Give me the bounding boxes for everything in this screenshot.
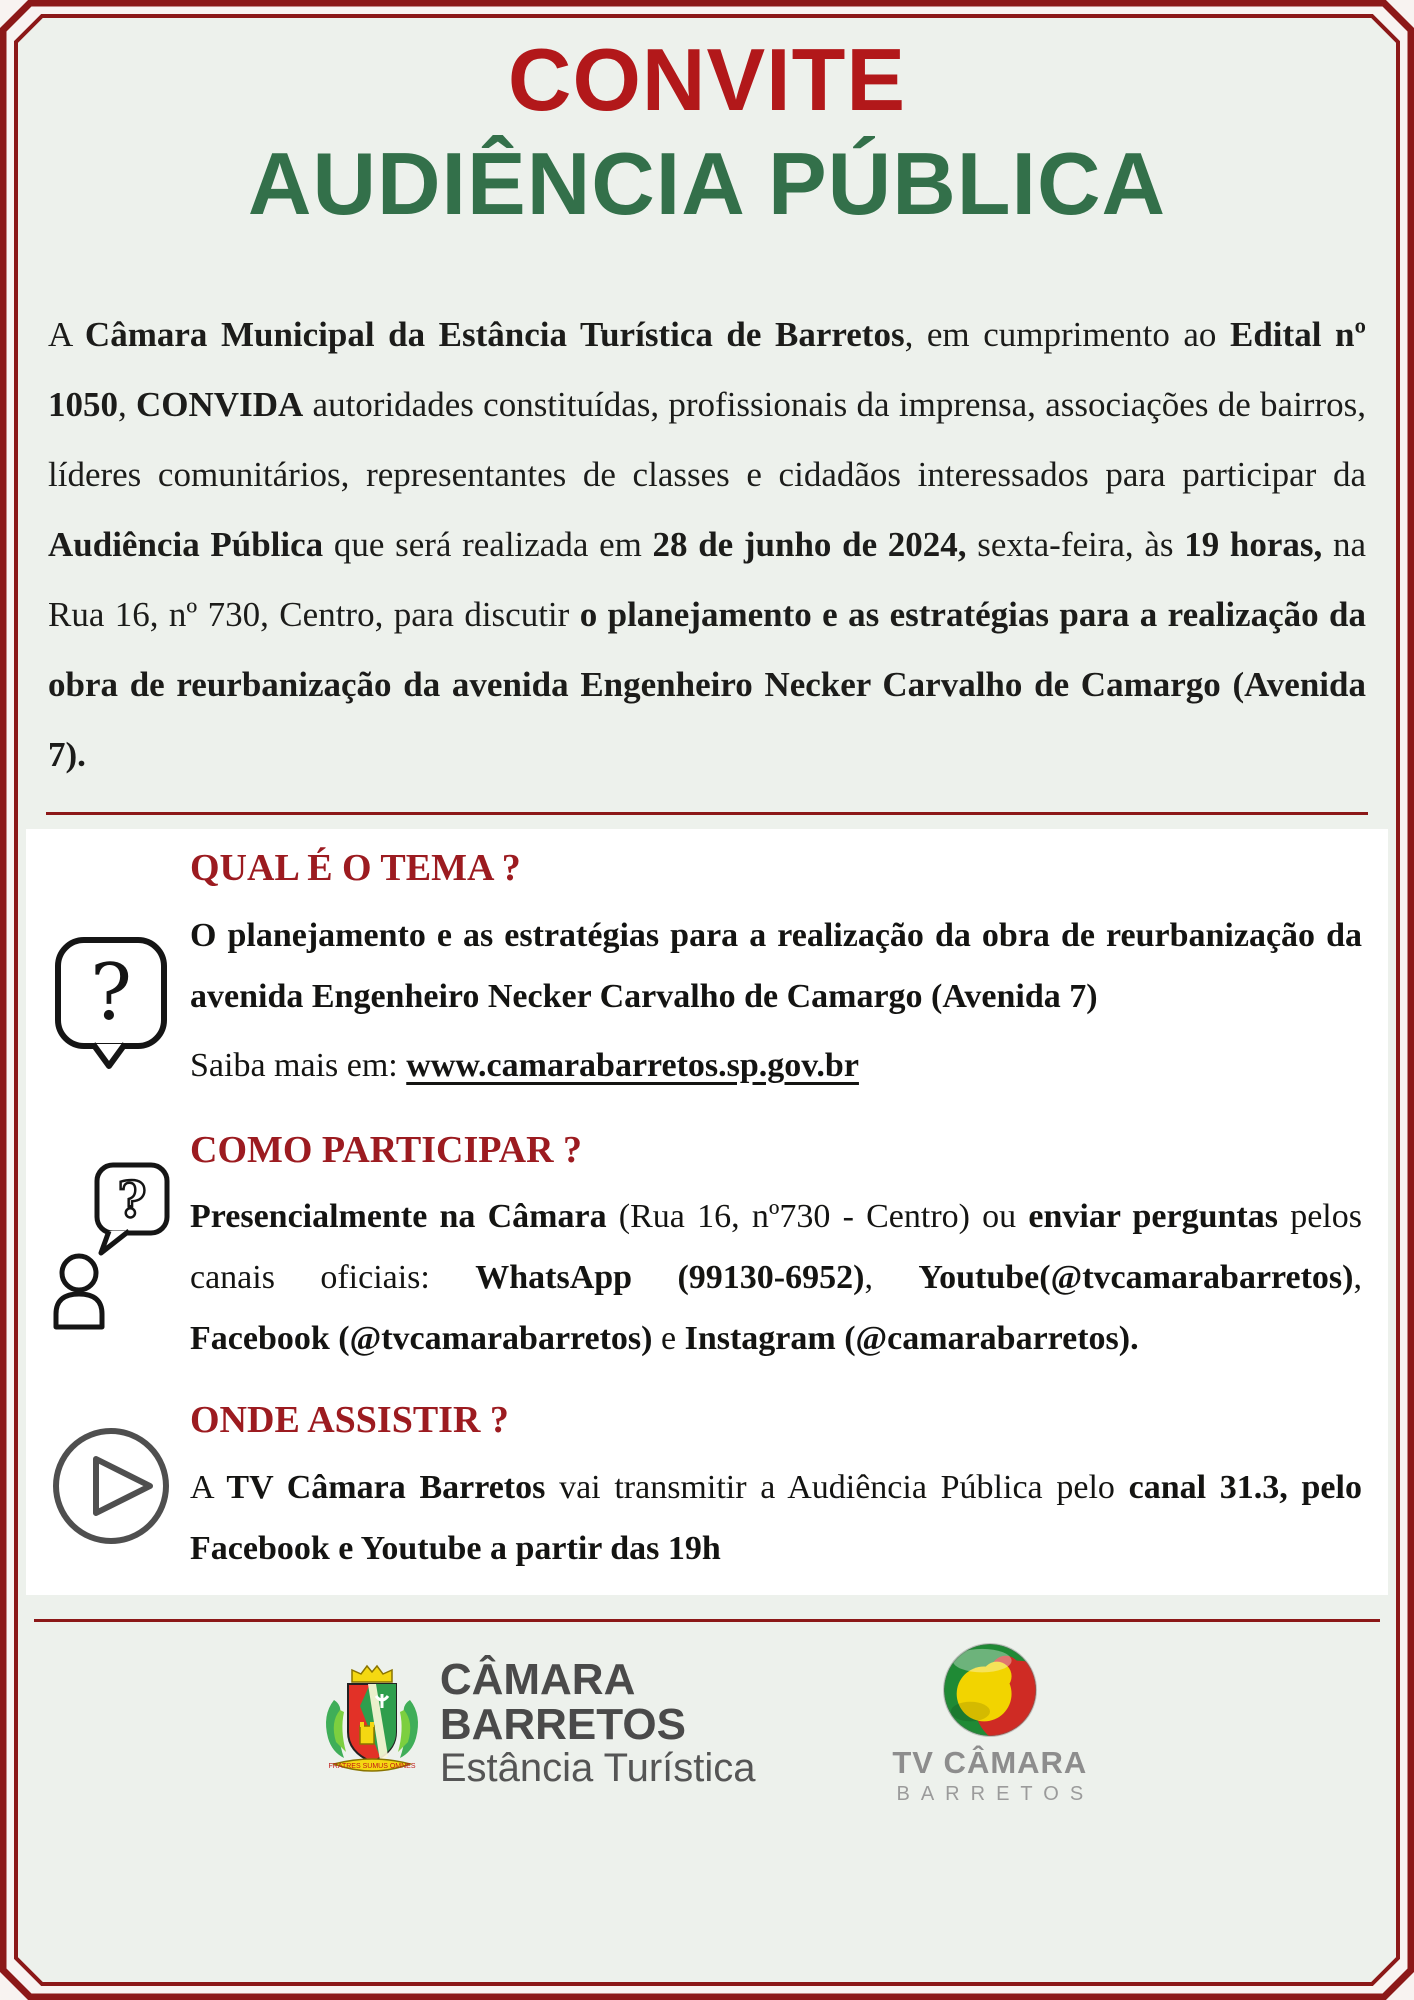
separator-bottom: [34, 1619, 1380, 1622]
camara-barretos-logo: [320, 1654, 756, 1790]
sections-panel: [26, 829, 1388, 1595]
section-assistir-body: A TV Câmara Barretos vai transmitir a Audiência Pública pelo canal 31.3, pelo Facebook e Youtube a partir das 19h: [190, 1469, 1362, 1568]
tv-logo-line1: TV CÂMARA: [892, 1744, 1088, 1780]
tv-camara-sphere-icon: [941, 1641, 1039, 1739]
svg-text:?: ?: [116, 1169, 147, 1229]
intro-paragraph: A Câmara Municipal da Estância Turística de Barretos, em cumprimento ao Edital nº 1050, CONVIDA autoridades constituídas, profissionais da imprensa, associações de bairros, líderes comunitários, representantes de classes e cidadãos interessados para participar da Audiência Pública que será realizada em 28 de junho de 2024, sexta-feira, às 19 horas, na Rua 16, nº 730, Centro, para discutir o planejamento e as estratégias para a realização da obra de reurbanização da avenida Engenheiro Necker Carvalho de Camargo (Avenida 7).: [48, 315, 1366, 774]
section-assistir-heading: ONDE ASSISTIR ?: [190, 1399, 509, 1442]
section-tema: [32, 847, 1362, 1095]
section-participar: [32, 1129, 1362, 1370]
coat-of-arms-icon: [320, 1660, 424, 1786]
svg-text:FRATRES SUMUS OMNES: FRATRES SUMUS OMNES: [328, 1763, 416, 1771]
section-tema-body: O planejamento e as estratégias para a realização da obra de reurbanização da avenida Engenheiro Necker Carvalho de Camargo (Avenida 7): [190, 916, 1362, 1015]
section-assistir: [32, 1399, 1362, 1579]
poster-title-convite: CONVITE: [507, 30, 907, 129]
camara-logo-line2: BARRETOS: [439, 1699, 686, 1749]
play-icon: [50, 1425, 172, 1547]
section-participar-heading: COMO PARTICIPAR ?: [190, 1128, 583, 1171]
website-link[interactable]: www.camarabarretos.sp.gov.br: [406, 1046, 859, 1084]
camara-logo-line1: CÂMARA: [439, 1654, 636, 1704]
section-participar-body: Presencialmente na Câmara (Rua 16, nº730 - Centro) ou enviar perguntas pelos canais oficiais: WhatsApp (99130-6952), Youtube(@tvcamarabarretos), Facebook (@tvcamarabarretos) e Instagram (@camarabarretos).: [190, 1198, 1362, 1358]
section-tema-more: [190, 1037, 1362, 1095]
tv-logo-line2: BARRETOS: [896, 1782, 1095, 1805]
svg-text:?: ?: [90, 948, 132, 1038]
person-question-icon: [49, 1157, 174, 1332]
footer: [0, 1648, 1414, 1805]
tv-camara-logo: [886, 1641, 1095, 1806]
poster-title-audiencia: AUDIÊNCIA PÚBLICA: [247, 134, 1167, 233]
section-tema-heading: QUAL É O TEMA ?: [190, 847, 521, 889]
camara-logo-line3: Estância Turística: [439, 1745, 756, 1790]
question-bubble-icon: [51, 933, 171, 1073]
separator-top: [46, 812, 1368, 815]
more-label: Saiba mais em:: [190, 1046, 407, 1084]
